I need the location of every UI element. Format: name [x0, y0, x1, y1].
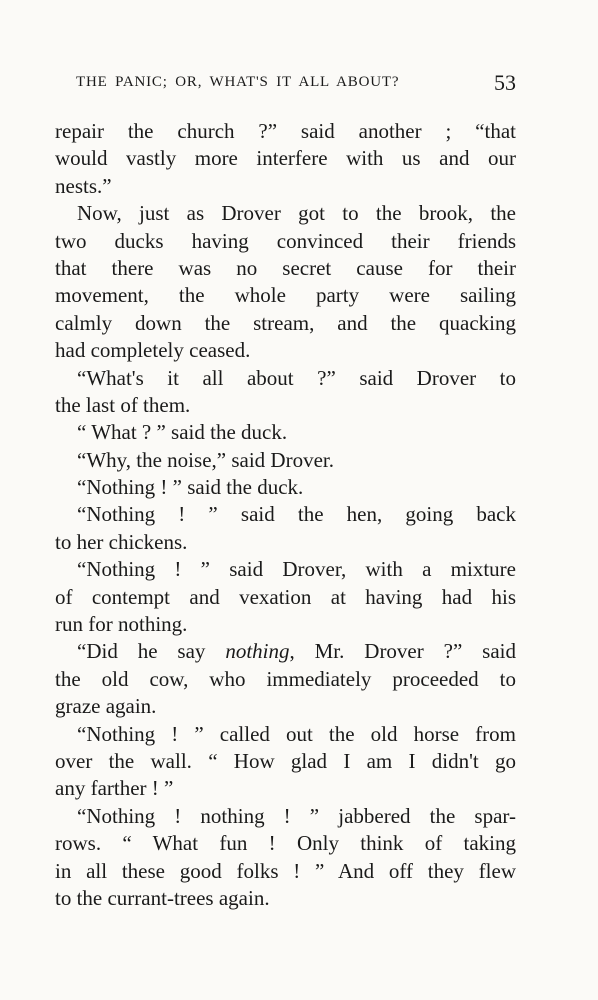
text-line: “What's it all about ?” said Drover to — [77, 365, 516, 390]
text-line: in all these good folks ! ” And off they flew — [55, 858, 516, 883]
text-segment: , Mr. Drover ?” said — [289, 639, 516, 664]
text-line: the last of them. — [55, 392, 191, 417]
text-line: “Nothing ! ” said the hen, going back — [77, 502, 516, 527]
text-line: over the wall. “ How glad I am I didn't go — [55, 748, 516, 773]
text-line: “ What ? ” said the duck. — [77, 420, 288, 445]
text-line: to the currant-trees again. — [55, 885, 270, 910]
text-line: nests.” — [55, 173, 112, 198]
text-line: movement, the whole party were sailing — [55, 283, 516, 308]
text-line: “Nothing ! ” said Drover, with a mixture — [77, 557, 516, 582]
text-line: that there was no secret cause for their — [55, 255, 516, 280]
text-line: the old cow, who immediately proceeded to — [55, 666, 516, 691]
text-line: any farther ! ” — [55, 776, 174, 801]
text-line: repair the church ?” said another ; “that — [55, 119, 516, 143]
text-line: “Nothing ! nothing ! ” jabbered the spar- — [77, 803, 516, 828]
page-number: 53 — [494, 70, 516, 95]
text-line: Now, just as Drover got to the brook, the — [77, 201, 516, 226]
text-line: would vastly more interfere with us and our — [55, 146, 516, 171]
text-line: rows. “ What fun ! Only think of taking — [55, 831, 516, 856]
text-line: “Nothing ! ” called out the old horse from — [77, 721, 516, 746]
body-text — [55, 118, 516, 912]
text-line: two ducks having convinced their friends — [55, 228, 516, 253]
text-line: “Why, the noise,” said Drover. — [77, 447, 334, 472]
text-line: of contempt and vexation at having had his — [55, 584, 516, 609]
italic-word: nothing — [225, 639, 290, 664]
text-line-mixed — [55, 638, 516, 665]
running-title: THE PANIC; OR, WHAT'S IT ALL ABOUT? — [76, 74, 400, 90]
text-line: had completely ceased. — [55, 338, 251, 363]
running-header — [76, 70, 516, 98]
text-line: “Nothing ! ” said the duck. — [77, 475, 304, 500]
text-line: graze again. — [55, 694, 157, 719]
text-segment: “Did he say — [77, 639, 206, 664]
text-line: calmly down the stream, and the quacking — [55, 310, 516, 335]
text-line: run for nothing. — [55, 612, 188, 637]
text-line: to her chickens. — [55, 529, 188, 554]
